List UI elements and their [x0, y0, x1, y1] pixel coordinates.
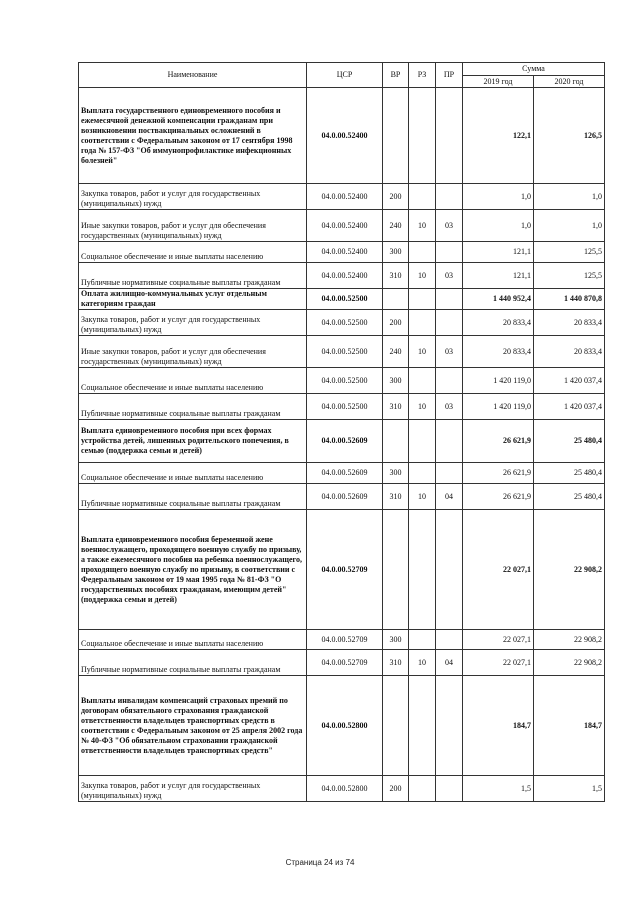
header-name: Наименование: [79, 63, 307, 88]
cell-pr: [436, 184, 463, 210]
table-row: [79, 463, 605, 484]
cell-vr: 310: [383, 650, 409, 676]
cell-vr: [383, 289, 409, 310]
table-row: [79, 394, 605, 420]
cell-sum-2020: 20 833,4: [534, 310, 605, 336]
table-row: [79, 510, 605, 630]
cell-pr: [436, 463, 463, 484]
cell-sum-2019: 121,1: [463, 242, 534, 263]
cell-pr: 03: [436, 210, 463, 242]
cell-csr: 04.0.00.52400: [307, 242, 383, 263]
cell-rz: 10: [409, 210, 436, 242]
header-sum: Сумма: [463, 63, 605, 76]
cell-rz: 10: [409, 484, 436, 510]
cell-sum-2020: 1,0: [534, 210, 605, 242]
header-year-2020: 2020 год: [534, 76, 605, 88]
cell-pr: [436, 676, 463, 776]
cell-name: Социальное обеспечение и иные выплаты населению: [79, 630, 307, 650]
cell-sum-2020: 25 480,4: [534, 420, 605, 463]
table-row: [79, 184, 605, 210]
cell-vr: 300: [383, 463, 409, 484]
table-row: [79, 88, 605, 184]
cell-vr: [383, 676, 409, 776]
cell-name: Публичные нормативные социальные выплаты гражданам: [79, 263, 307, 289]
header-year-2019: 2019 год: [463, 76, 534, 88]
cell-sum-2020: 125,5: [534, 263, 605, 289]
cell-vr: 310: [383, 394, 409, 420]
cell-sum-2019: 26 621,9: [463, 484, 534, 510]
cell-csr: 04.0.00.52500: [307, 310, 383, 336]
cell-csr: 04.0.00.52609: [307, 420, 383, 463]
table-row: [79, 368, 605, 394]
cell-pr: 03: [436, 394, 463, 420]
cell-csr: 04.0.00.52609: [307, 484, 383, 510]
cell-vr: 240: [383, 210, 409, 242]
cell-name: Иные закупки товаров, работ и услуг для обеспечения государственных (муниципальных) нужд: [79, 336, 307, 368]
cell-sum-2019: 1,0: [463, 210, 534, 242]
cell-vr: [383, 510, 409, 630]
cell-name: Закупка товаров, работ и услуг для государственных (муниципальных) нужд: [79, 184, 307, 210]
cell-rz: 10: [409, 336, 436, 368]
cell-rz: [409, 630, 436, 650]
cell-rz: [409, 289, 436, 310]
cell-csr: 04.0.00.52609: [307, 463, 383, 484]
cell-csr: 04.0.00.52800: [307, 776, 383, 802]
cell-sum-2020: 25 480,4: [534, 484, 605, 510]
cell-rz: [409, 368, 436, 394]
cell-name: Оплата жилищно-коммунальных услуг отдельным категориям граждан: [79, 289, 307, 310]
table-row: [79, 630, 605, 650]
cell-csr: 04.0.00.52800: [307, 676, 383, 776]
cell-pr: [436, 242, 463, 263]
cell-sum-2020: 20 833,4: [534, 336, 605, 368]
cell-csr: 04.0.00.52500: [307, 394, 383, 420]
cell-vr: 200: [383, 776, 409, 802]
cell-sum-2019: 20 833,4: [463, 336, 534, 368]
cell-sum-2019: 1 440 952,4: [463, 289, 534, 310]
cell-sum-2019: 121,1: [463, 263, 534, 289]
cell-pr: [436, 289, 463, 310]
cell-sum-2019: 26 621,9: [463, 420, 534, 463]
cell-sum-2020: 1,5: [534, 776, 605, 802]
cell-rz: [409, 420, 436, 463]
cell-csr: 04.0.00.52400: [307, 184, 383, 210]
cell-vr: 300: [383, 242, 409, 263]
cell-csr: 04.0.00.52400: [307, 210, 383, 242]
cell-sum-2019: 1 420 119,0: [463, 368, 534, 394]
cell-name: Закупка товаров, работ и услуг для государственных (муниципальных) нужд: [79, 310, 307, 336]
cell-sum-2020: 184,7: [534, 676, 605, 776]
cell-rz: [409, 242, 436, 263]
cell-rz: [409, 184, 436, 210]
cell-rz: [409, 463, 436, 484]
cell-name: Публичные нормативные социальные выплаты гражданам: [79, 650, 307, 676]
cell-rz: 10: [409, 650, 436, 676]
header-vr: ВР: [383, 63, 409, 88]
cell-pr: [436, 420, 463, 463]
table-row: [79, 776, 605, 802]
cell-sum-2020: 22 908,2: [534, 630, 605, 650]
cell-name: Социальное обеспечение и иные выплаты населению: [79, 463, 307, 484]
header-pr: ПР: [436, 63, 463, 88]
cell-vr: 310: [383, 484, 409, 510]
cell-vr: 300: [383, 368, 409, 394]
cell-csr: 04.0.00.52709: [307, 650, 383, 676]
cell-pr: 04: [436, 484, 463, 510]
cell-sum-2020: 22 908,2: [534, 650, 605, 676]
cell-sum-2019: 184,7: [463, 676, 534, 776]
budget-table-container: [78, 62, 604, 802]
cell-csr: 04.0.00.52709: [307, 630, 383, 650]
cell-name: Выплата государственного единовременного пособия и ежемесячной денежной компенсации гражданам при возникновении поствакцинальных осложнений в соответствии с Федеральным законом от 17 сентября 1998 года № 157-ФЗ "Об иммунопрофилактике инфекционных болезней": [79, 88, 307, 184]
cell-vr: 300: [383, 630, 409, 650]
cell-name: Выплаты инвалидам компенсаций страховых премий по договорам обязательного страхования гражданской ответственности владельцев транспортных средств в соответствии с Федеральным законом от 25 апреля 2002 года № 40-ФЗ "Об обязательном страховании гражданской ответственности владельцев транспортных средств": [79, 676, 307, 776]
cell-rz: [409, 310, 436, 336]
cell-pr: 03: [436, 263, 463, 289]
cell-vr: 200: [383, 310, 409, 336]
cell-sum-2020: 1 420 037,4: [534, 394, 605, 420]
cell-rz: [409, 776, 436, 802]
cell-sum-2019: 1 420 119,0: [463, 394, 534, 420]
cell-name: Публичные нормативные социальные выплаты гражданам: [79, 394, 307, 420]
cell-csr: 04.0.00.52709: [307, 510, 383, 630]
cell-sum-2019: 22 027,1: [463, 510, 534, 630]
cell-vr: 240: [383, 336, 409, 368]
cell-vr: 200: [383, 184, 409, 210]
cell-name: Социальное обеспечение и иные выплаты населению: [79, 368, 307, 394]
cell-sum-2020: 1 420 037,4: [534, 368, 605, 394]
cell-sum-2019: 22 027,1: [463, 650, 534, 676]
table-row: [79, 263, 605, 289]
table-row: [79, 210, 605, 242]
cell-vr: 310: [383, 263, 409, 289]
cell-sum-2019: 1,5: [463, 776, 534, 802]
table-row: [79, 289, 605, 310]
cell-name: Иные закупки товаров, работ и услуг для обеспечения государственных (муниципальных) нужд: [79, 210, 307, 242]
table-row: [79, 242, 605, 263]
cell-name: Выплата единовременного пособия беременной жене военнослужащего, проходящего военную службу по призыву, а также ежемесячного пособия на ребенка военнослужащего, проходящего военную службу по призыву, в соответствии с Федеральным законом от 19 мая 1995 года № 81-ФЗ "О государственных пособиях гражданам, имеющим детей" (поддержка семьи и детей): [79, 510, 307, 630]
header-csr: ЦСР: [307, 63, 383, 88]
cell-sum-2019: 22 027,1: [463, 630, 534, 650]
table-row: [79, 310, 605, 336]
cell-rz: [409, 676, 436, 776]
cell-name: Публичные нормативные социальные выплаты гражданам: [79, 484, 307, 510]
cell-csr: 04.0.00.52500: [307, 289, 383, 310]
budget-table: [78, 62, 605, 802]
cell-pr: [436, 630, 463, 650]
cell-name: Социальное обеспечение и иные выплаты населению: [79, 242, 307, 263]
cell-sum-2019: 26 621,9: [463, 463, 534, 484]
cell-vr: [383, 420, 409, 463]
cell-csr: 04.0.00.52500: [307, 336, 383, 368]
cell-sum-2020: 126,5: [534, 88, 605, 184]
page-footer: Страница 24 из 74: [285, 858, 355, 867]
header-rz: РЗ: [409, 63, 436, 88]
cell-pr: [436, 310, 463, 336]
cell-pr: [436, 88, 463, 184]
cell-sum-2020: 22 908,2: [534, 510, 605, 630]
cell-pr: [436, 776, 463, 802]
table-row: [79, 484, 605, 510]
cell-name: Закупка товаров, работ и услуг для государственных (муниципальных) нужд: [79, 776, 307, 802]
cell-rz: [409, 510, 436, 630]
table-body: [79, 88, 605, 802]
cell-sum-2019: 122,1: [463, 88, 534, 184]
cell-sum-2020: 1,0: [534, 184, 605, 210]
cell-sum-2019: 1,0: [463, 184, 534, 210]
cell-sum-2020: 25 480,4: [534, 463, 605, 484]
cell-csr: 04.0.00.52500: [307, 368, 383, 394]
table-row: [79, 336, 605, 368]
cell-rz: [409, 88, 436, 184]
table-row: [79, 420, 605, 463]
table-row: [79, 650, 605, 676]
cell-pr: [436, 510, 463, 630]
cell-sum-2020: 125,5: [534, 242, 605, 263]
cell-pr: 03: [436, 336, 463, 368]
cell-sum-2019: 20 833,4: [463, 310, 534, 336]
cell-rz: 10: [409, 394, 436, 420]
cell-sum-2020: 1 440 870,8: [534, 289, 605, 310]
cell-pr: 04: [436, 650, 463, 676]
cell-name: Выплата единовременного пособия при всех формах устройства детей, лишенных родительского попечения, в семью (поддержка семьи и детей): [79, 420, 307, 463]
cell-pr: [436, 368, 463, 394]
cell-rz: 10: [409, 263, 436, 289]
cell-csr: 04.0.00.52400: [307, 88, 383, 184]
table-row: [79, 676, 605, 776]
cell-csr: 04.0.00.52400: [307, 263, 383, 289]
cell-vr: [383, 88, 409, 184]
